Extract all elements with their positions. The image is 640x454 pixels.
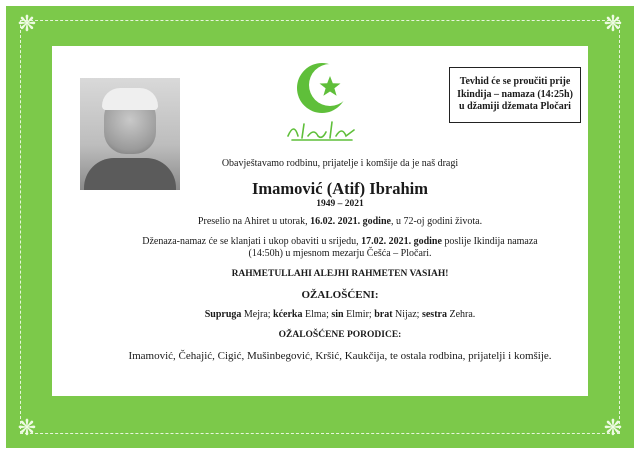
- notice-line: u džamiji džemata Pločari: [459, 101, 571, 113]
- corner-ornament-icon: ❋: [603, 416, 623, 441]
- corner-ornament-icon: ❋: [17, 416, 37, 441]
- obituary-paper: [52, 46, 588, 396]
- prayer-line: RAHMETULLAHI ALEJHI RAHMETEN VASIAH!: [231, 269, 449, 279]
- relation-label: sestra: [421, 309, 447, 320]
- corner-ornament-icon: ❋: [17, 12, 37, 37]
- families-list: Imamović, Čehajić, Cigić, Mušinbegović, Kršić, Kaukčija, te ostala rodbina, prijatelji i komšije.: [128, 350, 552, 362]
- notice-line: Ikindija – namaza (14:25h): [457, 88, 573, 100]
- corner-ornament-icon: ❋: [603, 12, 623, 37]
- text-segment: Dženaza-namaz će se klanjati i ukop obaviti u srijedu,: [142, 236, 362, 247]
- families-heading: OŽALOŠĆENE PORODICE:: [278, 330, 402, 340]
- deceased-photo: [80, 78, 180, 190]
- crescent-star-icon: [296, 60, 352, 116]
- relation-label: brat: [374, 309, 393, 320]
- text-segment: poslije Ikindija namaza: [441, 236, 538, 247]
- death-notice-line: [72, 216, 608, 227]
- life-years: 1949 – 2021: [316, 199, 364, 209]
- tevhid-notice-box: [449, 67, 581, 123]
- funeral-line-2: (14:50h) u mjesnom mezarju Češća – Pločari.: [248, 248, 432, 259]
- mourners-heading: OŽALOŠĆENI:: [301, 289, 379, 301]
- relation-label: kćerka: [273, 309, 303, 320]
- notice-line: Tevhid će se proučiti prije: [459, 76, 571, 88]
- relative-name: Nijaz;: [392, 309, 422, 320]
- relation-label: Supruga: [204, 309, 242, 320]
- death-date: 16.02. 2021. godine: [310, 216, 391, 227]
- text-segment: Preselio na Ahiret u utorak,: [197, 216, 311, 227]
- relation-label: sin: [331, 309, 344, 320]
- relative-name: Zehra.: [446, 309, 476, 320]
- funeral-date: 17.02. 2021. godine: [361, 236, 442, 247]
- family-members: [72, 309, 608, 320]
- deceased-name: Imamović (Atif) Ibrahim: [252, 179, 428, 198]
- funeral-line: [72, 236, 608, 247]
- intro-text: Obavještavamo rodbinu, prijatelje i komšije da je naš dragi: [221, 158, 459, 169]
- relative-name: Elma;: [302, 309, 332, 320]
- calligraphy-icon: [284, 118, 360, 142]
- relative-name: Mejra;: [241, 309, 274, 320]
- text-segment: , u 72-oj godini života.: [390, 216, 483, 227]
- relative-name: Elmir;: [343, 309, 375, 320]
